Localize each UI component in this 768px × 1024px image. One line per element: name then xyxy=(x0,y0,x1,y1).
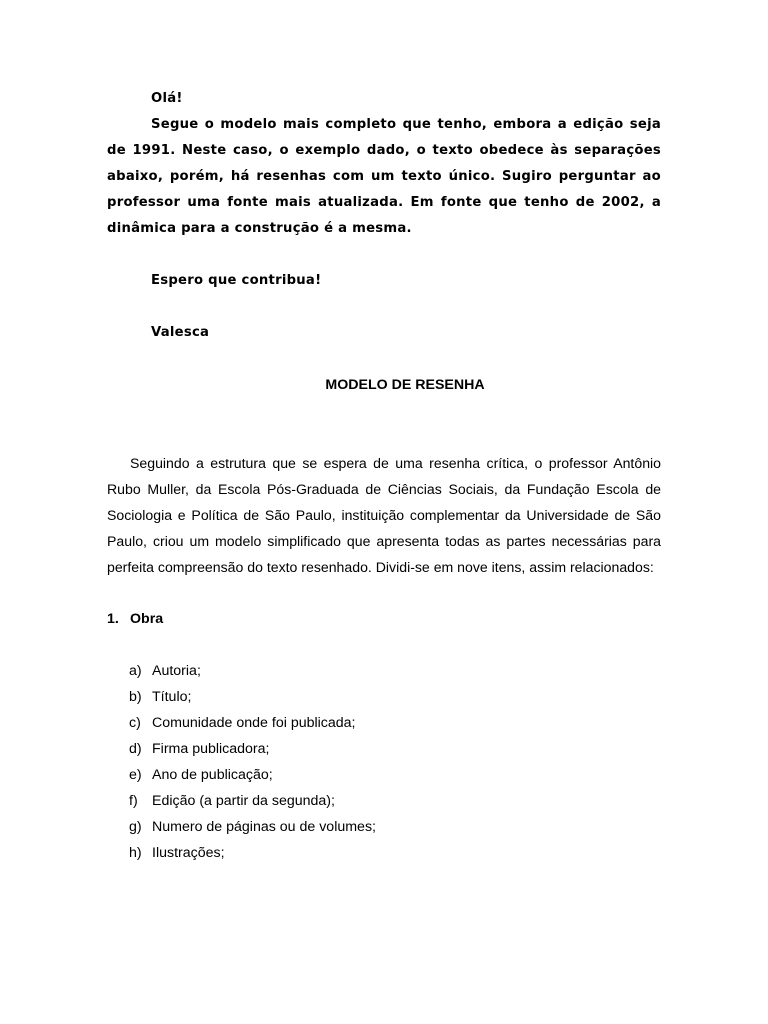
list-item-marker: a) xyxy=(129,663,142,679)
list-item-marker: h) xyxy=(129,845,142,861)
list-item xyxy=(107,736,661,762)
letter-closing: Espero que contribua! xyxy=(151,273,322,288)
section-heading-obra xyxy=(107,606,661,632)
list-item xyxy=(107,762,661,788)
letter-signature: Valesca xyxy=(151,325,210,340)
list-item-text: Edição (a partir da segunda); xyxy=(152,793,335,809)
section-title: Obra xyxy=(130,611,164,627)
document-title: MODELO DE RESENHA xyxy=(325,377,485,393)
list-item-text: Autoria; xyxy=(152,663,201,679)
letter-paragraph: Segue o modelo mais completo que tenho, embora a edição seja de 1991. Neste caso, o exemplo dado, o texto obedece às separações abaixo, porém, há resenhas com um texto único. Sugiro perguntar ao professor uma fonte mais atualizada. Em fonte que tenho de 2002, a dinâmica para a construção é a mesma. xyxy=(107,117,661,236)
list-item-marker: b) xyxy=(129,689,142,705)
intro-paragraph: Seguindo a estrutura que se espera de uma resenha crítica, o professor Antônio Rubo Muller, da Escola Pós-Graduada de Ciências Sociais, da Fundação Escola de Sociologia e Política de São Paulo, instituição complementar da Universidade de São Paulo, criou um modelo simplificado que apresenta todas as partes necessárias para perfeita compreensão do texto resenhado. Dividi-se em nove itens, assim relacionados: xyxy=(107,455,661,575)
list-item-text: Numero de páginas ou de volumes; xyxy=(152,819,376,835)
list-item xyxy=(107,684,661,710)
document-content xyxy=(107,86,661,866)
list-item-text: Firma publicadora; xyxy=(152,741,270,757)
spacer xyxy=(107,346,661,372)
spacer xyxy=(107,398,661,424)
list-item xyxy=(107,658,661,684)
spacer xyxy=(107,580,661,606)
list-item-text: Ano de publicação; xyxy=(152,767,273,783)
list-item xyxy=(107,814,661,840)
list-item xyxy=(107,710,661,736)
list-item xyxy=(107,840,661,866)
list-item-text: Comunidade onde foi publicada; xyxy=(152,715,356,731)
spacer xyxy=(107,242,661,268)
list-item-marker: e) xyxy=(129,767,142,783)
section-number: 1. xyxy=(107,611,119,627)
list-item-marker: d) xyxy=(129,741,142,757)
list-item-text: Título; xyxy=(152,689,192,705)
spacer xyxy=(107,424,661,450)
list-item xyxy=(107,788,661,814)
obra-items-list xyxy=(107,658,661,866)
spacer xyxy=(107,294,661,320)
list-item-marker: c) xyxy=(129,715,141,731)
letter-greeting: Olá! xyxy=(151,91,183,106)
spacer xyxy=(107,632,661,658)
list-item-marker: g) xyxy=(129,819,142,835)
list-item-marker: f) xyxy=(129,793,138,809)
list-item-text: Ilustrações; xyxy=(152,845,225,861)
